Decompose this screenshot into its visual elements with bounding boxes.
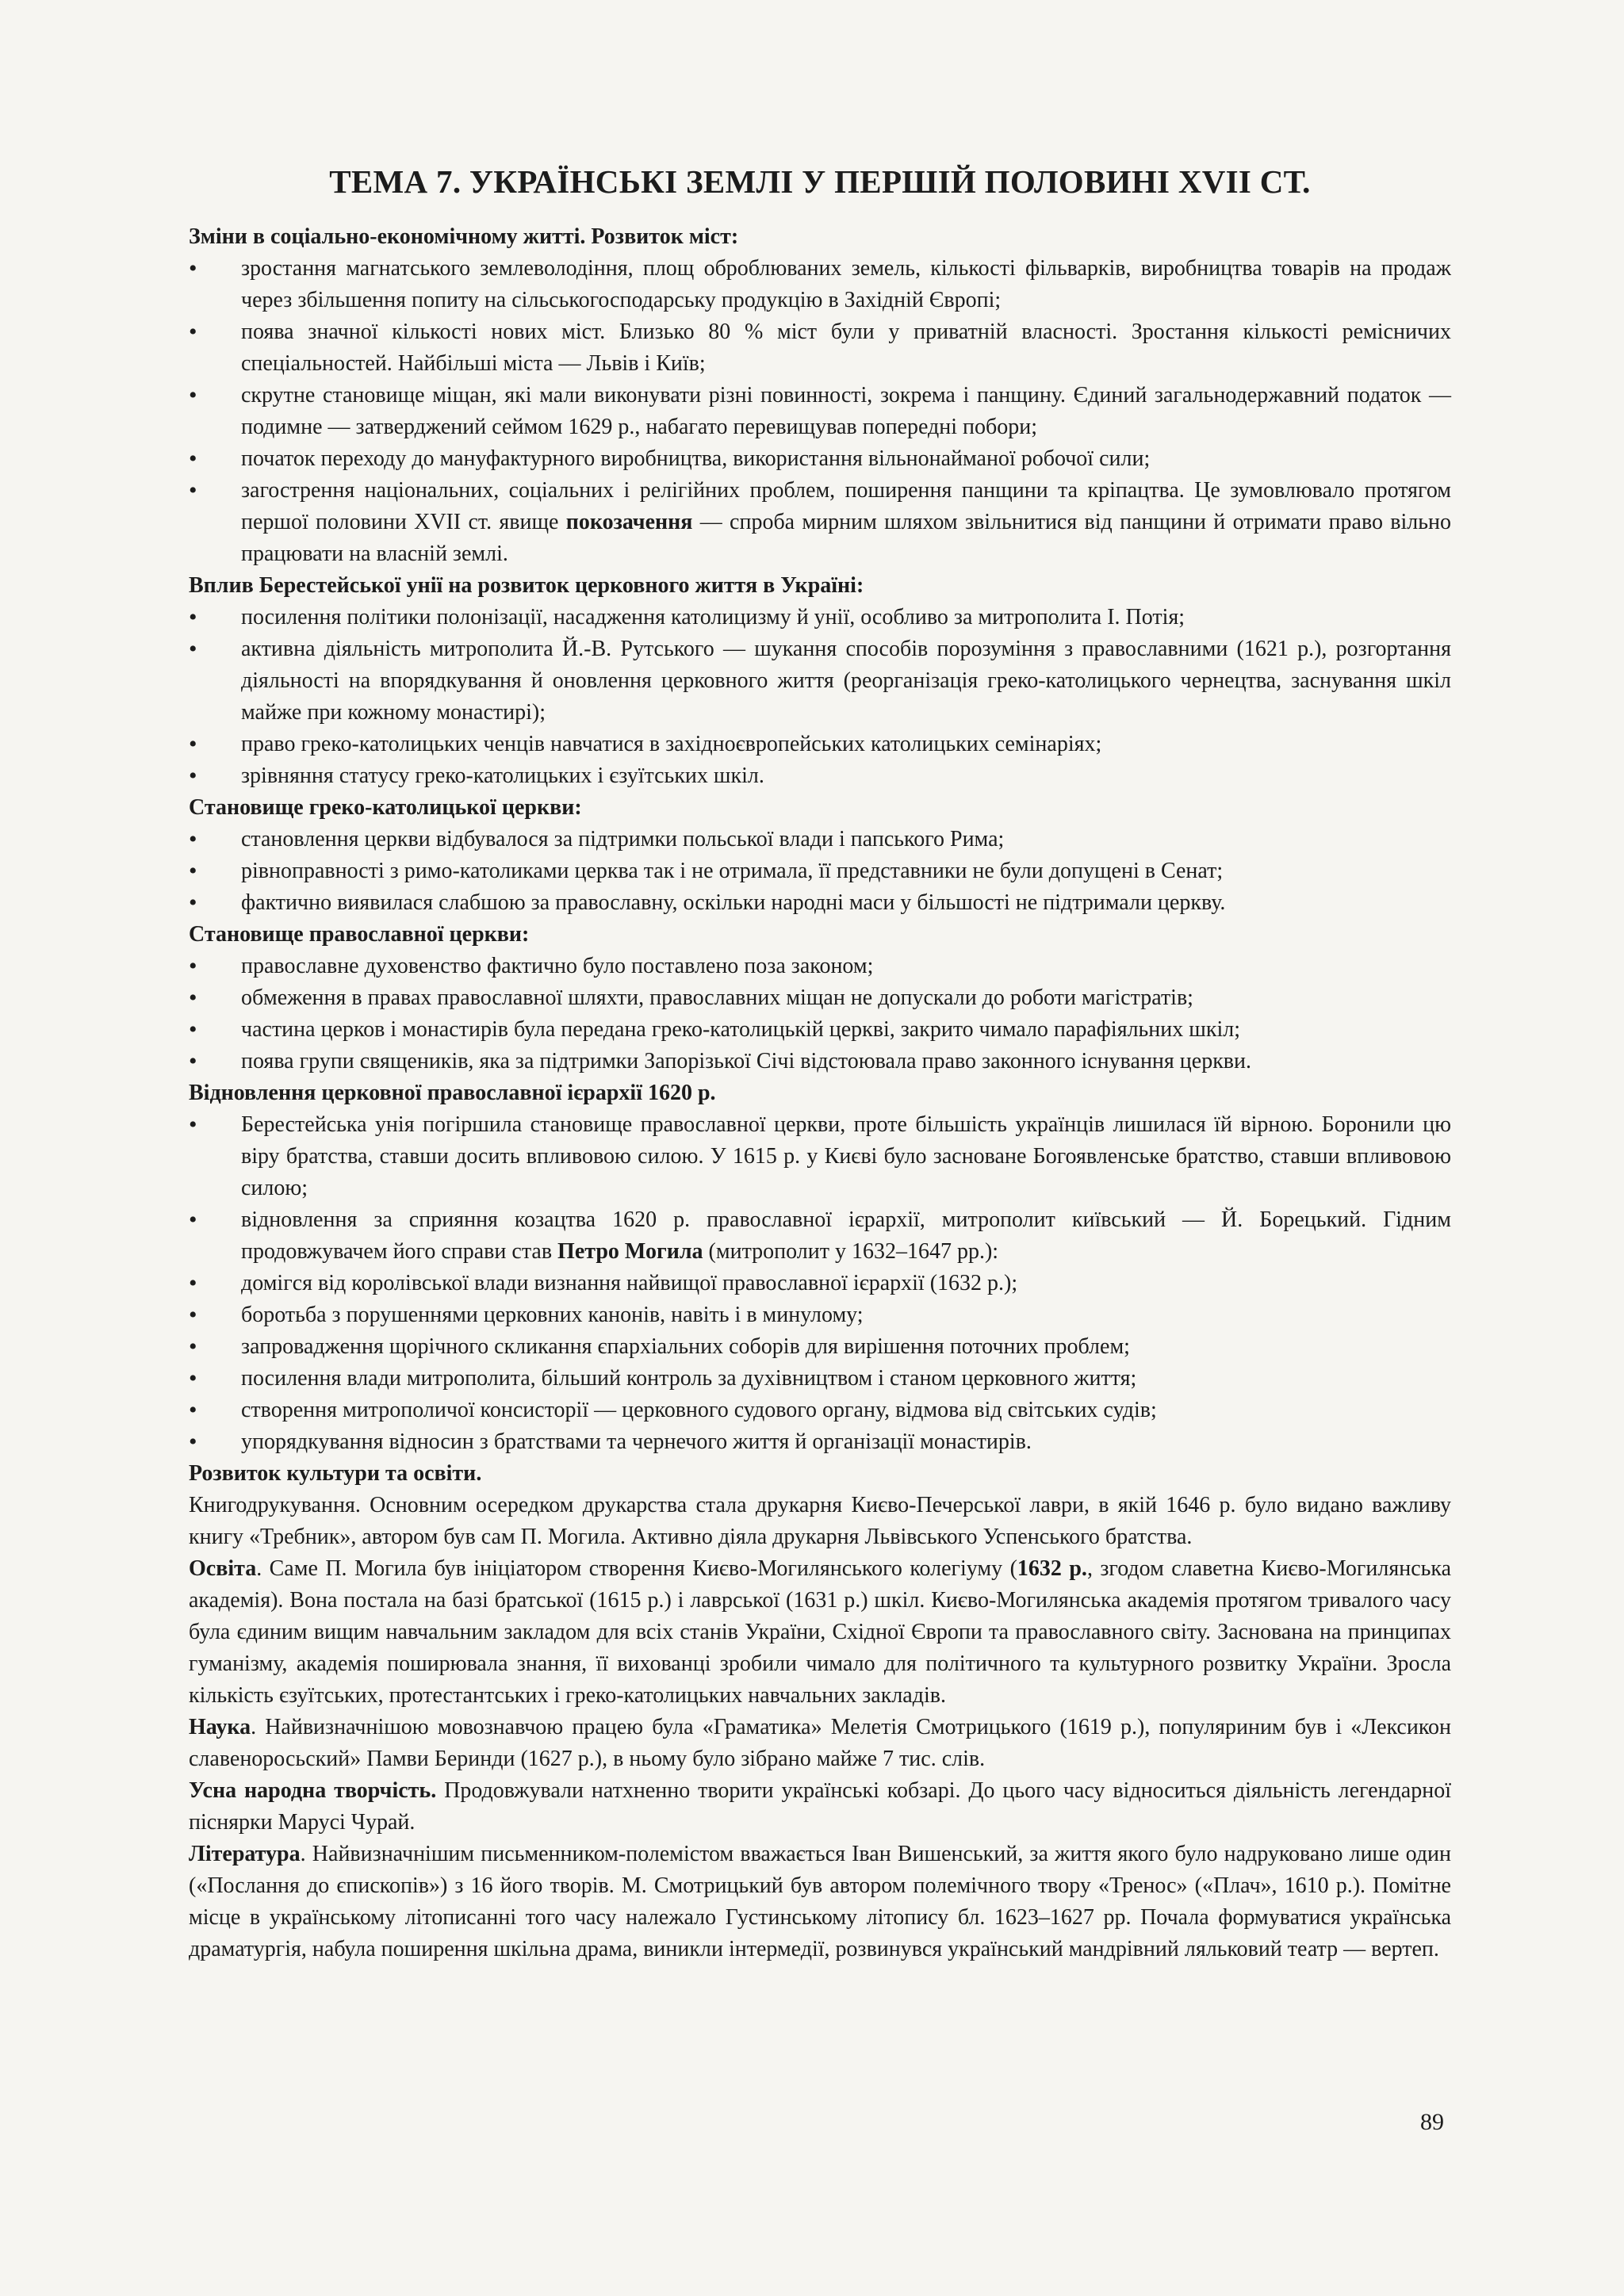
bullet-item: • поява значної кількості нових міст. Близько 80 % міст були у приватній власності. Зростання кількості ремісничих спеціальностей. Найбільші міста — Львів і Київ; xyxy=(189,316,1451,380)
bullet-item: • посилення політики полонізації, насадження католицизму й унії, особливо за митрополита І. Потія; xyxy=(189,602,1451,633)
section-heading-hierarchy-1620: Відновлення церковної православної ієрархії 1620 р. xyxy=(189,1081,716,1105)
bullet-list-greek-catholic xyxy=(189,824,1451,919)
term-pokozachennia: покозачення xyxy=(565,510,693,534)
section-heading-greek-catholic: Становище греко-католицької церкви: xyxy=(189,795,582,820)
term-petro-mohyla: Петро Могила xyxy=(557,1239,703,1264)
bullet-item: • частина церков і монастирів була передана греко-католицькій церкві, закрито чимало парафіяльних шкіл; xyxy=(189,1014,1451,1046)
bullet-item: • обмеження в правах православної шляхти, православних міщан не допускали до роботи магістратів; xyxy=(189,982,1451,1014)
bullet-item: • упорядкування відносин з братствами та чернечого життя й організації монастирів. xyxy=(189,1426,1451,1458)
bullet-item: • становлення церкви відбувалося за підтримки польської влади і папського Рима; xyxy=(189,824,1451,855)
bullet-item: • поява групи священиків, яка за підтримки Запорізької Січі відстоювала право законного існування церкви. xyxy=(189,1046,1451,1077)
bullet-list-brest-union xyxy=(189,602,1451,792)
bullet-item: • загострення національних, соціальних і релігійних проблем, поширення панщини та кріпацтва. Це зумовлювало протягом першої половини XVII ст. явище покозачення — спроба мирним шляхом звільнитися від панщини й отримати право вільно працювати на власній землі. xyxy=(189,475,1451,570)
label-education: Освіта xyxy=(189,1556,257,1581)
paragraph-printing: Книгодрукування. Основним осередком друкарства стала друкарня Києво-Печерської лаври, в якій 1646 р. було видано важливу книгу «Требник», автором був сам П. Могила. Активно діяла друкарня Львівського Успенського братства. xyxy=(189,1493,1451,1549)
bullet-item: • скрутне становище міщан, які мали виконувати різні повинності, зокрема і панщину. Єдиний загальнодержавний податок — подимне — затверджений сеймом 1629 р., набагато перевищував попередні побори; xyxy=(189,380,1451,443)
bullet-list-socio-economic xyxy=(189,253,1451,570)
bullet-item: • посилення влади митрополита, більший контроль за духівництвом і станом церковного життя; xyxy=(189,1363,1451,1395)
page-title: ТЕМА 7. УКРАЇНСЬКІ ЗЕМЛІ У ПЕРШІЙ ПОЛОВИНІ XVII СТ. xyxy=(329,163,1311,200)
paragraph-education: Освіта. Саме П. Могила був ініціатором створення Києво-Могилянського колегіуму (1632 р., згодом славетна Києво-Могилянська академія). Вона постала на базі братської (1615 р.) і лаврської (1631 р.) шкіл. Києво-Могилянська академія протягом тривалого часу була єдиним вищим навчальним закладом для всіх станів України, Східної Європи та православного світу. Заснована на принципах гуманізму, академія поширювала знання, її вихованці зробили чимало для політичного та культурного розвитку України. Зросла кількість єзуїтських, протестантських і греко-католицьких навчальних закладів. xyxy=(189,1556,1452,1708)
bullet-item: • рівноправності з римо-католиками церква так і не отримала, її представники не були допущені в Сенат; xyxy=(189,855,1451,887)
bullet-item: • фактично виявилася слабшою за православну, оскільки народні маси у більшості не підтримали церкву. xyxy=(189,887,1451,919)
page-number: 89 xyxy=(1420,2109,1444,2135)
bullet-item: • боротьба з порушеннями церковних канонів, навіть і в минулому; xyxy=(189,1299,1451,1331)
bullet-item: • початок переходу до мануфактурного виробництва, використання вільнонайманої робочої сили; xyxy=(189,443,1451,475)
year-1632: 1632 р. xyxy=(1017,1556,1087,1581)
label-literature: Література xyxy=(189,1842,301,1866)
paragraph-literature: Література. Найвизначнішим письменником-полемістом вважається Іван Вишенський, за життя якого було надруковано лише один («Послання до єпископів») з 16 його творів. М. Смотрицький був автором полемічного твору «Тренос» («Плач», 1610 р.). Помітне місце в українському літописанні того часу належало Густинському літопису бл. 1623–1627 рр. Почала формуватися українська драматургія, набула поширення шкільна драма, виникли інтермедії, розвинувся український мандрівний ляльковий театр — вертеп. xyxy=(189,1842,1451,1961)
bullet-item: • запровадження щорічного скликання єпархіальних соборів для вирішення поточних проблем; xyxy=(189,1331,1451,1363)
bullet-list-orthodox xyxy=(189,951,1451,1077)
bullet-item: • домігся від королівської влади визнання найвищої православної ієрархії (1632 р.); xyxy=(189,1268,1451,1299)
section-heading-orthodox: Становище православної церкви: xyxy=(189,922,530,947)
section-heading-brest-union: Вплив Берестейської унії на розвиток церковного життя в Україні: xyxy=(189,573,864,598)
label-folklore: Усна народна творчість. xyxy=(189,1778,437,1803)
paragraph-science: Наука. Найвизначнішою мовознавчою працею була «Граматика» Мелетія Смотрицького (1619 р.), популяриним був і «Лексикон славеноросьский» Памви Беринди (1627 р.), в ньому було зібрано майже 7 тис. слів. xyxy=(189,1715,1451,1771)
bullet-list-hierarchy xyxy=(189,1109,1451,1458)
paragraph-folklore: Усна народна творчість. Продовжували натхненно творити українські кобзарі. До цього часу відноситься діяльність легендарної піснярки Марусі Чурай. xyxy=(189,1778,1451,1835)
bullet-item: • відновлення за сприяння козацтва 1620 р. православної ієрархії, митрополит київський — Й. Борецький. Гідним продовжувачем його справи став Петро Могила (митрополит у 1632–1647 рр.): xyxy=(189,1204,1451,1268)
bullet-item: • зрівняння статусу греко-католицьких і єзуїтських шкіл. xyxy=(189,760,1451,792)
label-science: Наука xyxy=(189,1715,251,1739)
section-heading-socio-economic: Зміни в соціально-економічному житті. Розвиток міст: xyxy=(189,224,739,249)
bullet-item: • створення митрополичої консисторії — церковного судового органу, відмова від світських судів; xyxy=(189,1395,1451,1426)
section-heading-culture: Розвиток культури та освіти. xyxy=(189,1461,482,1486)
bullet-item: • Берестейська унія погіршила становище православної церкви, проте більшість українців лишилася їй вірною. Боронили цю віру братства, ставши досить впливовою силою. У 1615 р. у Києві було засноване Богоявленське братство, ставши впливовою силою; xyxy=(189,1109,1451,1204)
bullet-item: • право греко-католицьких ченців навчатися в західноєвропейських католицьких семінаріях; xyxy=(189,729,1451,760)
bullet-item: • активна діяльність митрополита Й.-В. Рутського — шукання способів порозуміння з православними (1621 р.), розгортання діяльності на впорядкування й оновлення церковного життя (реорганізація греко-католицького чернецтва, заснування шкіл майже при кожному монастирі); xyxy=(189,633,1451,729)
bullet-item: • зростання магнатського землеволодіння, площ оброблюваних земель, кількості фільварків, виробництва товарів на продаж через збільшення попиту на сільськогосподарську продукцію в Західній Європі; xyxy=(189,253,1451,316)
bullet-item: • православне духовенство фактично було поставлено поза законом; xyxy=(189,951,1451,982)
page-content xyxy=(189,163,1451,1965)
